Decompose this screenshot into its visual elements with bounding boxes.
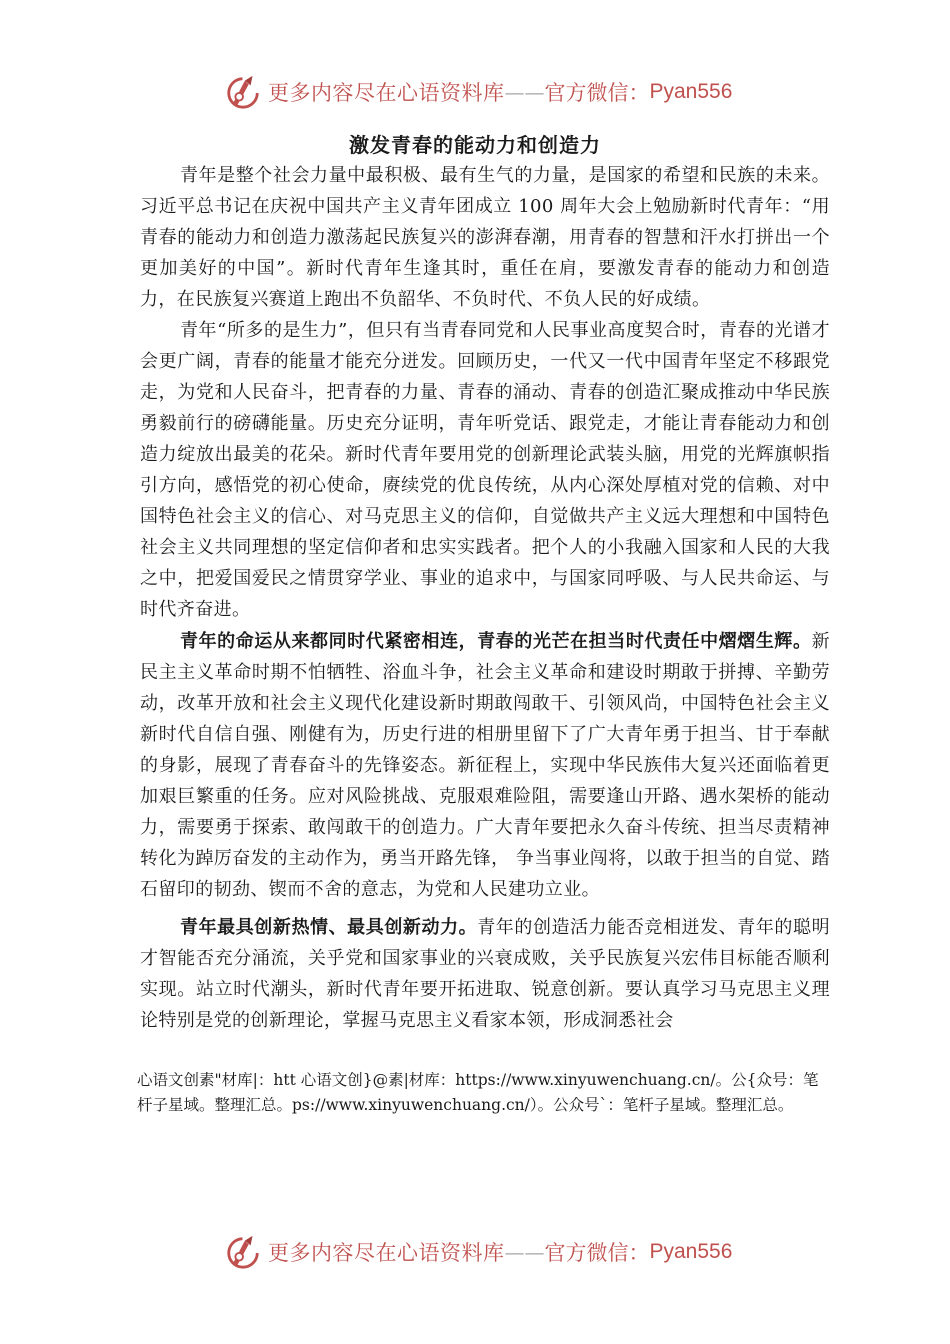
source-note: 心语文创素"材库|：htt 心语文创}@素|材库：https://www.xinyuwenchuang.cn/。公{众号：笔杆子星域。整理汇总。ps://www.xinyuwenchuang.cn/）。公众号`：笔杆子星域。整理汇总。 <box>137 1071 819 1114</box>
banner-wechat-id: Pyan556 <box>649 80 733 103</box>
paragraph-3-text: 新民主主义革命时期不怕牺牲、浴血斗争，社会主义革命和建设时期敢于拼搏、辛勤劳动，改革开放和社会主义现代化建设新时期敢闯敢干、引领风尚，中国特色社会主义新时代自信自强、刚健有为，历史行进的相册里留下了广大青年勇于担当、甘于奉献的身影，展现了青春奋斗的先锋姿态。新征程上，实现中华民族伟大复兴还面临着更加艰巨繁重的任务。应对风险挑战、克服艰难险阻，需要逢山开路、遇水架桥的能动力，需要勇于探索、敢闯敢干的创造力。广大青年要把永久奋斗传统、担当尽责精神转化为踔厉奋发的主动作为，勇当开路先锋， 争当事业闯将，以敢于担当的自觉、踏石留印的韧劲、锲而不舍的意志，为党和人民建功立业。 <box>140 631 830 900</box>
banner-text: 更多内容尽在心语资料库 <box>268 81 505 105</box>
banner-wechat-label: 官方微信： <box>544 1241 650 1265</box>
banner-separator: —— <box>504 80 545 104</box>
paragraph-3-lead: 青年的命运从来都同时代紧密相连，青春的光芒在担当时代责任中熠熠生辉。 <box>180 631 812 652</box>
banner-text: 更多内容尽在心语资料库 <box>268 1241 505 1265</box>
footer-banner <box>224 1232 744 1272</box>
brand-logo-icon <box>224 73 262 111</box>
brand-logo-icon <box>224 1233 262 1271</box>
banner-separator: —— <box>504 1240 545 1264</box>
paragraph-4-text: 青年的创造活力能否竞相迸发、青年的聪明才智能否充分涌流，关乎党和国家事业的兴衰成败，关乎民族复兴宏伟目标能否顺利实现。站立时代潮头，新时代青年要开拓进取、锐意创新。要认真学习马克思主义理论特别是党的创新理论，掌握马克思主义看家本领，形成洞悉社会 <box>140 917 830 1031</box>
document-body <box>140 160 830 1036</box>
paragraph-2: 青年“所多的是生力”，但只有当青春同党和人民事业高度契合时，青春的光谱才会更广阔，青春的能量才能充分迸发。回顾历史，一代又一代中国青年坚定不移跟党走，为党和人民奋斗，把青春的力量、青春的涌动、青春的创造汇聚成推动中华民族勇毅前行的磅礴能量。历史充分证明，青年听党话、跟党走，才能让青春能动力和创造力绽放出最美的花朵。新时代青年要用党的创新理论武装头脑，用党的光辉旗帜指引方向，感悟党的初心使命，赓续党的优良传统，从内心深处厚植对党的信赖、对中国特色社会主义的信心、对马克思主义的信仰，自觉做共产主义远大理想和中国特色社会主义共同理想的坚定信仰者和忠实实践者。把个人的小我融入国家和人民的大我之中，把爱国爱民之情贯穿学业、事业的追求中，与国家同呼吸、与人民共命运、与时代齐奋进。 <box>140 320 830 620</box>
paragraph-1: 青年是整个社会力量中最积极、最有生气的力量，是国家的希望和民族的未来。习近平总书记在庆祝中国共产主义青年团成立 100 周年大会上勉励新时代青年：“用青春的能动力和创造力激荡起民族复兴的澎湃春潮，用青春的智慧和汗水打拼出一个更加美好的中国”。新时代青年生逢其时，重任在肩，要激发青春的能动力和创造力，在民族复兴赛道上跑出不负韶华、不负时代、不负人民的好成绩。 <box>140 165 830 310</box>
banner-wechat-label: 官方微信： <box>544 81 650 105</box>
paragraph-4 <box>140 912 830 1036</box>
paragraph-3 <box>140 626 830 905</box>
header-banner <box>224 72 744 112</box>
banner-wechat-id: Pyan556 <box>649 1240 733 1263</box>
document-title: 激发青春的能动力和创造力 <box>349 133 601 157</box>
paragraph-4-lead: 青年最具创新热情、最具创新动力。 <box>180 917 478 938</box>
